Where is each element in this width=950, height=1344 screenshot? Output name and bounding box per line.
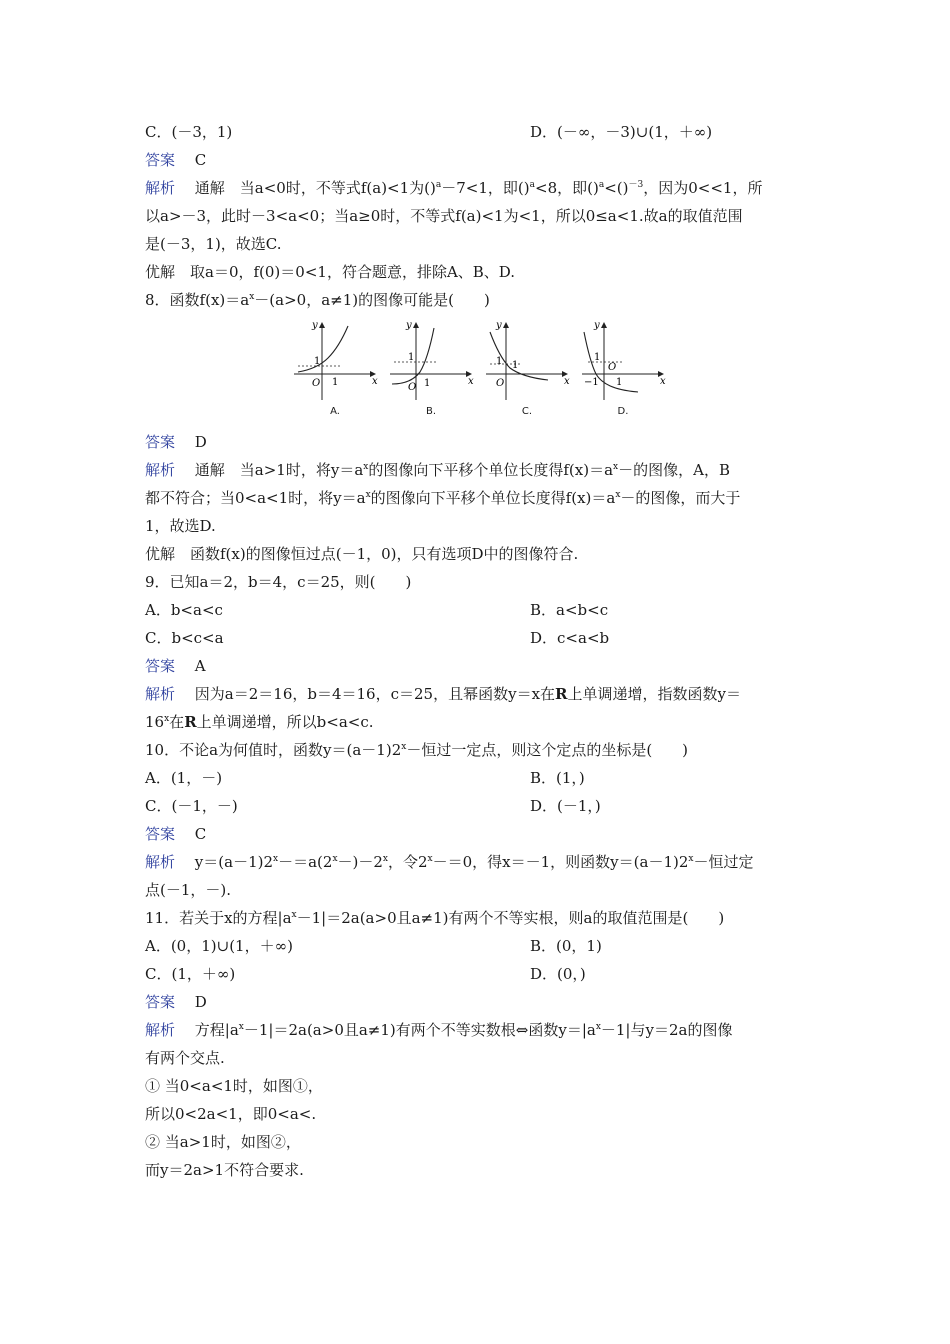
- figure-b: [386, 318, 476, 422]
- option-c-q11: C．(1，＋∞): [145, 965, 236, 983]
- analysis-q9-line2: 16$^x$在R上单调递增，所以b<a<c.: [145, 713, 374, 731]
- analysis-q8-line3: 1，故选D.: [145, 517, 216, 535]
- figure-b-graph: [386, 318, 476, 404]
- option-b-q11: B．(0，1): [530, 937, 602, 955]
- svg-text:1: 1: [496, 356, 503, 367]
- analysis-label: 解析: [145, 179, 176, 197]
- figure-a-graph: [290, 318, 380, 404]
- svg-text:1: 1: [616, 377, 623, 388]
- answer-label: 答案: [145, 151, 176, 169]
- answer-value: D: [194, 433, 207, 451]
- answer-value: C: [194, 151, 207, 169]
- question-9: 9．已知a＝2，b＝4，c＝25，则( ): [145, 573, 412, 591]
- answer-q8: [145, 432, 207, 452]
- option-b-q9: B．a<b<c: [530, 601, 609, 619]
- answer-q10: [145, 824, 206, 844]
- analysis-label: 解析: [145, 1021, 176, 1039]
- answer-label: 答案: [145, 657, 176, 675]
- svg-text:O: O: [496, 378, 505, 389]
- answer-value: A: [194, 657, 206, 675]
- analysis-q11-line6: 而y＝2a>1不符合要求.: [145, 1161, 304, 1179]
- analysis-q8-line2: 都不符合；当0<a<1时，将$y=a^x$的图像向下平移个单位长度得$f(x)=a^x-$的图像，而大于: [145, 489, 741, 507]
- analysis-q7-line3: 是(－3，1)，故选C.: [145, 235, 282, 253]
- svg-text:1: 1: [408, 352, 415, 363]
- option-d-q7: D．(－∞，－3)∪(1，＋∞): [530, 123, 713, 141]
- option-b-q10: B．(1，): [530, 769, 585, 787]
- optimal-solution-q7: 优解 取a＝0，f(0)＝0<1，符合题意，排除A、B、D.: [145, 263, 516, 281]
- svg-text:x: x: [660, 376, 666, 387]
- answer-value: C: [194, 825, 207, 843]
- question-8: 8．函数$f(x)=a^x-(a>0$，a≠1)的图像可能是( ): [145, 291, 490, 309]
- option-a-q9: A．b<a<c: [145, 601, 223, 619]
- svg-text:x: x: [564, 376, 570, 387]
- analysis-label: 解析: [145, 853, 176, 871]
- svg-text:x: x: [372, 376, 378, 387]
- optimal-solution-q8: 优解 函数f(x)的图像恒过点(－1，0)，只有选项D中的图像符合.: [145, 545, 579, 563]
- answer-label: 答案: [145, 993, 176, 1011]
- svg-text:1: 1: [512, 360, 519, 371]
- option-c-q9: C．b<c<a: [145, 629, 224, 647]
- svg-text:y: y: [312, 320, 318, 331]
- answer-q11: [145, 992, 207, 1012]
- svg-text:x: x: [468, 376, 474, 387]
- option-d-q11: D．(0，): [530, 965, 586, 983]
- analysis-label: 解析: [145, 685, 176, 703]
- analysis-q11-line3: ① 当0<a<1时，如图①，: [145, 1077, 323, 1095]
- answer-value: D: [194, 993, 207, 1011]
- svg-text:y: y: [496, 320, 502, 331]
- option-a-q10: A．(1，－): [145, 769, 223, 787]
- figure-c-caption: C.: [521, 406, 533, 417]
- svg-text:1: 1: [314, 356, 321, 367]
- svg-text:O: O: [312, 378, 321, 389]
- answer-label: 答案: [145, 433, 176, 451]
- figure-b-caption: B.: [425, 406, 437, 417]
- analysis-label: 解析: [145, 461, 176, 479]
- analysis-q10-line2: 点(－1，－).: [145, 881, 232, 899]
- svg-text:−1: −1: [584, 377, 599, 388]
- option-c-q10: C．(－1，－): [145, 797, 238, 815]
- answer-q7: [145, 150, 206, 170]
- analysis-q10-line1: 解析 $y=(a-1)2^x-=a(2^x-)-2^x$，令$2^x-=0$，得x＝－1，则函数$y=(a-1)2^x-$恒过定: [145, 853, 754, 871]
- svg-text:y: y: [594, 320, 600, 331]
- svg-text:O: O: [608, 362, 617, 373]
- figure-a: [290, 318, 380, 422]
- option-d-q10: D．(－1，): [530, 797, 601, 815]
- analysis-q7-line2: 以a>－3，此时－3<a<0；当a≥0时，不等式f(a)<1为<1，所以0≤a<1.故a的取值范围: [145, 207, 743, 225]
- answer-label: 答案: [145, 825, 176, 843]
- analysis-q8-line1: 解析 通解 当a>1时，将$y=a^x$的图像向下平移个单位长度得$f(x)=a^x-$的图像，A，B: [145, 461, 730, 479]
- analysis-q11-line4: 所以0<2a<1，即0<a<.: [145, 1105, 317, 1123]
- analysis-q7-line1: 解析 通解 当a<0时，不等式f(a)<1为()$^a$－7<1，即()$^a$<8，即()$^a$<()$^{-3}$，因为0<<1，所: [145, 179, 763, 197]
- analysis-q11-line5: ② 当a>1时，如图②，: [145, 1133, 301, 1151]
- svg-text:1: 1: [594, 352, 601, 363]
- answer-q9: [145, 656, 206, 676]
- figure-d-graph: [578, 318, 668, 404]
- figure-d-caption: D.: [617, 406, 629, 417]
- figure-d: [578, 318, 668, 422]
- option-a-q11: A．(0，1)∪(1，＋∞): [145, 937, 293, 955]
- question-10: 10．不论a为何值时，函数$y=(a-1)2^x-$恒过一定点，则这个定点的坐标是( ): [145, 741, 689, 759]
- option-c-q7: C．(－3，1): [145, 123, 233, 141]
- analysis-q11-line2: 有两个交点.: [145, 1049, 225, 1067]
- analysis-q9-line1: 解析 因为a＝2＝16，b＝4＝16，c＝25，且幂函数y＝x在R上单调递增，指数函数y＝: [145, 685, 741, 703]
- figure-a-caption: A.: [330, 406, 340, 417]
- question-11: 11．若关于x的方程$|a^x-1|=2a(a>0$且a≠1)有两个不等实根，则a的取值范围是( ): [145, 909, 725, 927]
- figure-c-graph: [482, 318, 572, 404]
- option-d-q9: D．c<a<b: [530, 629, 610, 647]
- svg-text:1: 1: [332, 377, 339, 388]
- figure-c: [482, 318, 572, 422]
- question-8-figures: [290, 318, 670, 422]
- svg-text:1: 1: [424, 378, 431, 389]
- svg-text:y: y: [406, 320, 412, 331]
- analysis-q11-line1: 解析 方程$|a^x-1|=2a(a>0$且a≠1)有两个不等实数根⇔函数$y=|a^x-1|$与y＝2a的图像: [145, 1021, 733, 1039]
- svg-text:O: O: [408, 382, 417, 393]
